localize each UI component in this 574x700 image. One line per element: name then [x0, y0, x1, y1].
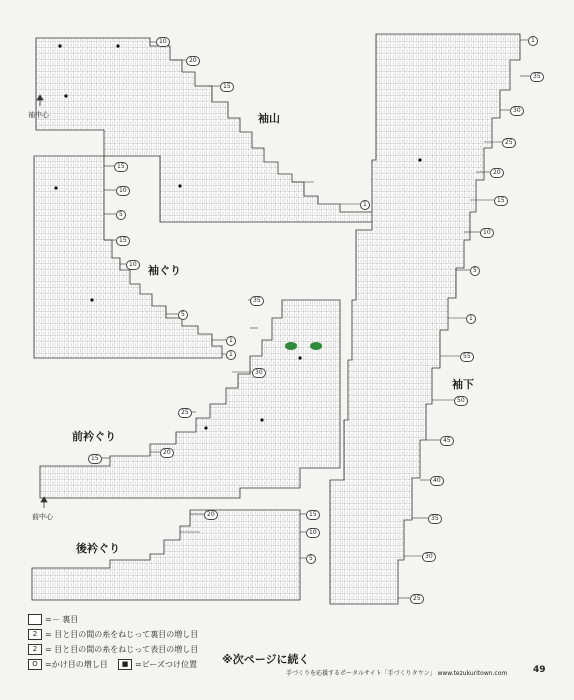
legend-symbol: 2 — [28, 644, 42, 655]
legend-row-bead — [118, 657, 197, 672]
green-mark — [285, 342, 297, 350]
row-marker: 10 — [116, 186, 130, 196]
row-marker: 40 — [430, 476, 444, 486]
row-marker: 1 — [360, 200, 370, 210]
sleeve-lower-label: 袖下 — [452, 378, 474, 391]
front-neck-label: 前衿ぐり — [72, 430, 116, 443]
legend-text: =ビーズつけ位置 — [135, 660, 197, 669]
row-marker: 50 — [454, 396, 468, 406]
row-marker: 15 — [220, 82, 234, 92]
legend-symbol: 2 — [28, 629, 42, 640]
front-center-label: 前中心 — [32, 513, 53, 521]
row-marker: 10 — [126, 260, 140, 270]
row-marker: 25 — [410, 594, 424, 604]
row-marker: 10 — [306, 528, 320, 538]
page-number: 49 — [533, 665, 546, 675]
row-marker: 20 — [204, 510, 218, 520]
sleeve-center-label: 袖中心 — [28, 111, 49, 119]
row-marker: 5 — [116, 210, 126, 220]
row-marker: 1 — [528, 36, 538, 46]
row-marker: 15 — [116, 236, 130, 246]
row-marker: 1 — [226, 336, 236, 346]
row-marker: 35 — [530, 72, 544, 82]
footer-text: 手づくりを応援するポータルサイト「手づくりタウン」 www.tezukuritown.com — [286, 670, 508, 677]
legend-row — [28, 642, 198, 657]
back-neck-label: 後衿ぐり — [76, 542, 120, 555]
row-marker: 15 — [306, 510, 320, 520]
row-marker: 20 — [490, 168, 504, 178]
row-marker: 20 — [160, 448, 174, 458]
green-mark — [310, 342, 322, 350]
row-marker: 35 — [250, 296, 264, 306]
row-marker: 1 — [226, 350, 236, 360]
row-marker: 30 — [422, 552, 436, 562]
row-marker: 25 — [502, 138, 516, 148]
row-marker: 10 — [156, 37, 170, 47]
legend-symbol: O — [28, 659, 42, 670]
row-marker: 5 — [306, 554, 316, 564]
legend-text: =かけ目の増し目 — [45, 660, 108, 669]
row-marker: 30 — [252, 368, 266, 378]
legend-text: =－ 裏目 — [45, 615, 79, 624]
armhole-label: 袖ぐり — [148, 264, 181, 277]
sleeve-cap-label: 袖山 — [258, 112, 280, 125]
row-marker: 5 — [178, 310, 188, 320]
row-marker: 5 — [470, 266, 480, 276]
row-marker: 35 — [428, 514, 442, 524]
legend-row — [28, 612, 198, 627]
row-marker: 45 — [440, 436, 454, 446]
legend-symbol — [28, 614, 42, 625]
legend-row — [28, 627, 198, 642]
legend-text: = 目と目の間の糸をねじって裏目の増し目 — [45, 630, 199, 639]
continue-note: ※次ページに続く — [222, 653, 310, 666]
row-marker: 10 — [480, 228, 494, 238]
bead-symbol: ■ — [118, 659, 132, 670]
legend-text: = 目と目の間の糸をねじって表目の増し目 — [45, 645, 199, 654]
row-marker: 1 — [466, 314, 476, 324]
row-marker: 15 — [88, 454, 102, 464]
row-marker: 55 — [460, 352, 474, 362]
symbol-legend — [28, 612, 198, 672]
back-neck-chart — [32, 510, 300, 600]
row-marker: 25 — [178, 408, 192, 418]
sleeve-lower-chart — [330, 34, 520, 604]
row-marker: 20 — [186, 56, 200, 66]
row-marker: 15 — [114, 162, 128, 172]
row-marker: 15 — [494, 196, 508, 206]
row-marker: 30 — [510, 106, 524, 116]
